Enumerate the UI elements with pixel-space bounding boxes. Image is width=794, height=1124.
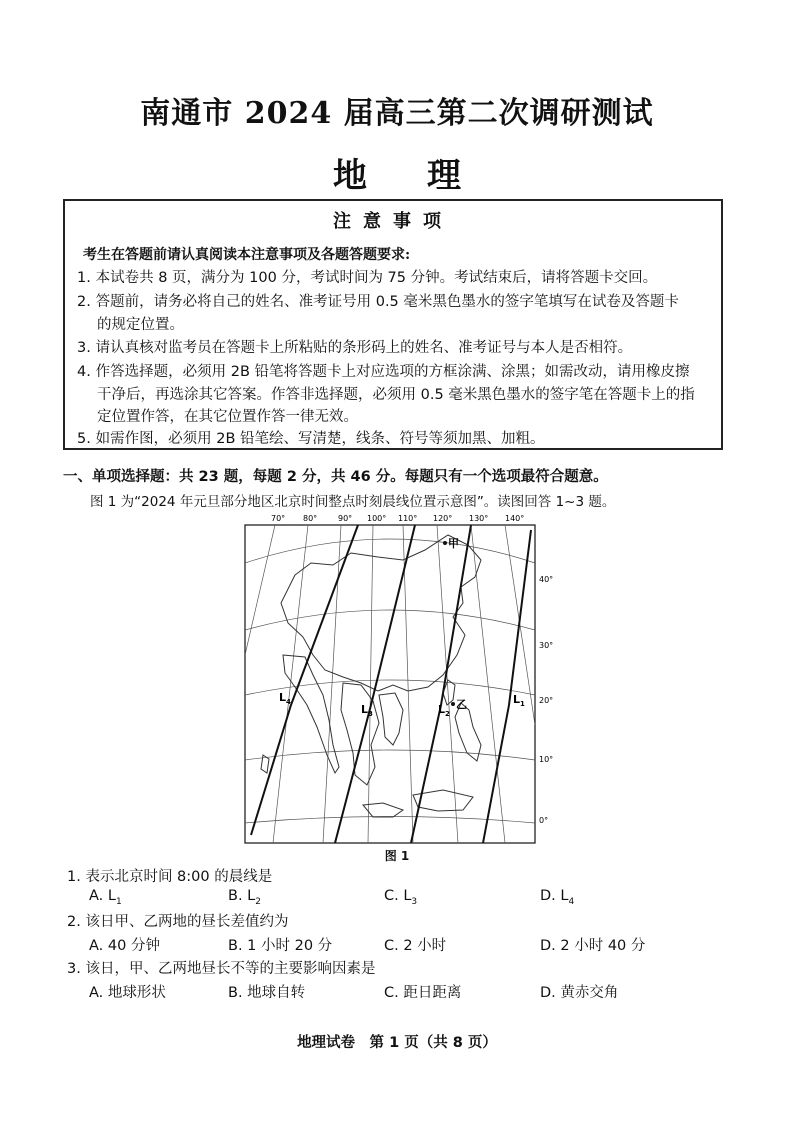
question-2-option-b: B. 1 小时 20 分: [228, 938, 333, 954]
subject-title: 地理: [333, 156, 521, 196]
question-1-option-c: C. $L_3$: [384, 888, 418, 907]
map-svg: [243, 505, 563, 845]
notice-item-3: [77, 337, 717, 360]
notice-item-4: [77, 361, 717, 429]
notice-item-text: 答题前，请务必将自己的姓名、准考证号用 0.5 毫米黑色墨水的签字笔填写在试卷及答题卡: [95, 294, 679, 310]
longitude-label: 90°: [338, 514, 353, 523]
notice-item-text: 作答选择题，必须用 2B 铅笔将答题卡上对应选项的方框涂满、涂黑；如需改动，请用橡皮擦: [95, 364, 690, 380]
question-2-option-a: A. 40 分钟: [89, 938, 160, 954]
line-label-l4: $L_4$: [279, 691, 291, 706]
place-label-yi: 乙: [456, 698, 467, 711]
place-label-jia: 甲: [448, 537, 459, 550]
notice-item-2: [77, 291, 717, 336]
point-yi: [451, 702, 455, 706]
question-3-option-c: C. 距日距离: [384, 985, 462, 1001]
question-1-option-b: B. $L_2$: [228, 888, 261, 907]
figure-map: [243, 505, 563, 845]
question-1-option-d: D. $L_4$: [540, 888, 575, 907]
exam-title: 南通市 2024 届高三第二次调研测试: [140, 96, 654, 131]
question-2-option-c: C. 2 小时: [384, 938, 447, 954]
line-label-l2: $L_2$: [438, 703, 450, 718]
notice-item-text: 定位置作答，在其它位置作答一律无效。: [97, 409, 358, 425]
notice-item-number: 1.: [77, 270, 91, 286]
notice-item-5: [77, 428, 717, 451]
notice-intro: 考生在答题前请认真阅读本注意事项及各题答题要求:: [83, 247, 411, 263]
longitude-label: 100°: [367, 514, 387, 523]
question-3-option-b: B. 地球自转: [228, 985, 306, 1001]
notice-item-text: 本试卷共 8 页，满分为 100 分，考试时间为 75 分钟。考试结束后，请将答题卡交回。: [95, 270, 658, 286]
line-label-l3: $L_3$: [361, 703, 373, 718]
question-intro: 图 1 为“2024 年元旦部分地区北京时间整点时刻晨线位置示意图”。读图回答 1~3 题。: [90, 494, 616, 510]
question-1-option-a: A. $L_1$: [89, 888, 122, 907]
line-label-l1: $L_1$: [513, 693, 525, 708]
question-3-option-d: D. 黄赤交角: [540, 985, 619, 1001]
latitude-label: 20°: [539, 696, 554, 705]
notice-item-text: 干净后，再选涂其它答案。作答非选择题，必须用 0.5 毫米黑色墨水的签字笔在答题卡上的指: [97, 386, 695, 403]
question-2-option-d: D. 2 小时 40 分: [540, 938, 646, 954]
longitude-label: 70°: [271, 514, 286, 523]
question-1-stem: 1. 表示北京时间 8:00 的晨线是: [67, 869, 273, 885]
notice-item-text: 请认真核对监考员在答题卡上所粘贴的条形码上的姓名、准考证号与本人是否相符。: [95, 340, 633, 356]
notice-box: [63, 199, 723, 450]
point-jia: [443, 541, 447, 545]
notice-item-number: 2.: [77, 294, 91, 310]
page-footer: 地理试卷 第 1 页（共 8 页）: [297, 1035, 497, 1051]
longitude-label: 120°: [433, 514, 453, 523]
notice-item-number: 5.: [77, 431, 91, 447]
notice-item-number: 4.: [77, 364, 91, 380]
question-2-stem: 2. 该日甲、乙两地的昼长差值约为: [67, 914, 289, 930]
notice-item-text: 的规定位置。: [97, 316, 184, 333]
figure-caption: 图 1: [384, 849, 410, 863]
notice-heading: 注意事项: [333, 211, 453, 232]
latitude-label: 0°: [539, 816, 549, 825]
notice-item-1: [77, 267, 717, 290]
latitude-label: 40°: [539, 575, 554, 584]
longitude-label: 80°: [303, 514, 318, 523]
latitude-label: 30°: [539, 641, 554, 650]
question-3-stem: 3. 该日，甲、乙两地昼长不等的主要影响因素是: [67, 961, 376, 977]
notice-item-number: 3.: [77, 340, 91, 356]
notice-item-text: 如需作图，必须用 2B 铅笔绘、写清楚，线条、符号等须加黑、加粗。: [95, 431, 545, 447]
question-3-option-a: A. 地球形状: [89, 985, 166, 1001]
latitude-label: 10°: [539, 755, 554, 764]
longitude-label: 110°: [398, 514, 418, 523]
longitude-label: 140°: [505, 514, 525, 523]
section-heading: 一、单项选择题：共 23 题，每题 2 分，共 46 分。每题只有一个选项最符合题意。: [63, 469, 608, 485]
longitude-label: 130°: [469, 514, 489, 523]
